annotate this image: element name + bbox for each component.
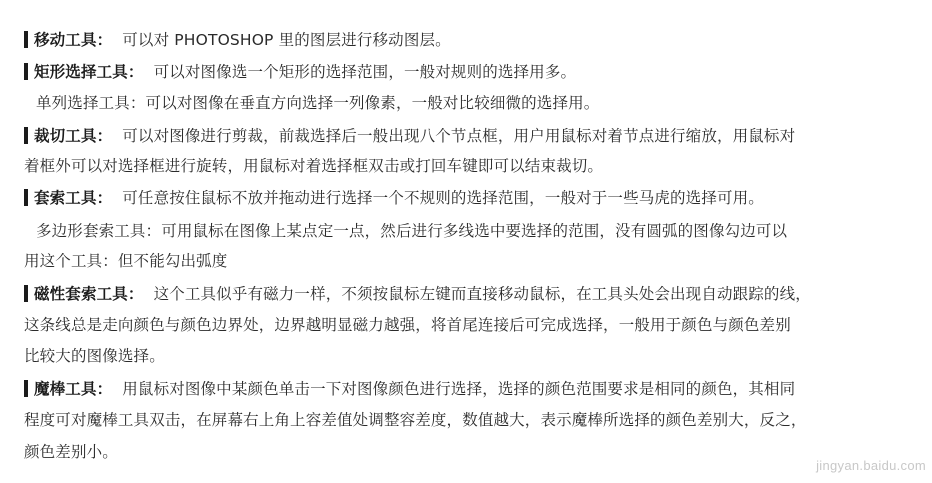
entry-text: 多边形套索工具：可用鼠标在图像上某点定一点，然后进行多线选中要选择的范围，没有圆弧的图像勾边可以 [36, 222, 788, 240]
section-marker [24, 285, 28, 302]
entry-text: 可以对图像选一个矩形的选择范围，一般对规则的选择用多。 [153, 63, 577, 81]
section-marker [24, 63, 28, 80]
entry-text: 可以对 PHOTOSHOP 里的图层进行移动图层。 [122, 31, 451, 49]
term-separator: ： [127, 285, 144, 303]
entry-magnetic-lasso-tool [24, 283, 811, 305]
entry-crop-tool [24, 125, 795, 147]
term-separator: ： [127, 63, 144, 81]
entry-magic-wand-tool-cont2 [24, 441, 118, 463]
entry-text: 这个工具似乎有磁力一样，不须按鼠标左键而直接移动鼠标，在工具头处会出现自动跟踪的线， [153, 285, 811, 303]
term-label: 套索工具 [34, 189, 97, 207]
term-separator: ： [96, 380, 113, 398]
entry-magnetic-lasso-tool-cont2 [24, 345, 165, 367]
entry-text: 可任意按住鼠标不放并拖动进行选择一个不规则的选择范围，一般对于一些马虎的选择可用。 [122, 189, 764, 207]
entry-text: 比较大的图像选择。 [24, 347, 165, 365]
entry-text: 单列选择工具：可以对图像在垂直方向选择一列像素，一般对比较细微的选择用。 [36, 94, 600, 112]
entry-text: 程度可对魔棒工具双击，在屏幕右上角上容差值处调整容差度，数值越大，表示魔棒所选择的颜色差别大，反之， [24, 411, 807, 429]
entry-polygon-lasso-tool [36, 220, 787, 242]
entry-single-column-tool [36, 92, 599, 114]
term-label: 裁切工具 [34, 127, 97, 145]
entry-text: 用这个工具：但不能勾出弧度 [24, 252, 228, 270]
section-marker [24, 127, 28, 144]
entry-text: 着框外可以对选择框进行旋转，用鼠标对着选择框双击或打回车键即可以结束裁切。 [24, 157, 604, 175]
term-label: 磁性套索工具 [34, 285, 128, 303]
entry-marquee-tool [24, 61, 576, 83]
term-label: 魔棒工具 [34, 380, 97, 398]
entry-magnetic-lasso-tool-cont [24, 314, 791, 336]
section-marker [24, 31, 28, 48]
entry-lasso-tool [24, 187, 764, 209]
entry-move-tool [24, 29, 451, 51]
watermark: jingyan.baidu.com [816, 458, 926, 473]
section-marker [24, 189, 28, 206]
entry-magic-wand-tool [24, 378, 795, 400]
entry-crop-tool-cont [24, 155, 603, 177]
entry-text: 可以对图像进行剪裁，前裁选择后一般出现八个节点框，用户用鼠标对着节点进行缩放，用鼠标对 [122, 127, 796, 145]
entry-magic-wand-tool-cont [24, 409, 807, 431]
term-separator: ： [96, 31, 113, 49]
term-label: 矩形选择工具 [34, 63, 128, 81]
section-marker [24, 380, 28, 397]
term-separator: ： [96, 189, 113, 207]
entry-text: 用鼠标对图像中某颜色单击一下对图像颜色进行选择，选择的颜色范围要求是相同的颜色，其相同 [122, 380, 796, 398]
entry-polygon-lasso-tool-cont [24, 250, 227, 272]
entry-text: 这条线总是走向颜色与颜色边界处，边界越明显磁力越强，将首尾连接后可完成选择，一般用于颜色与颜色差别 [24, 316, 791, 334]
entry-text: 颜色差别小。 [24, 443, 118, 461]
term-label: 移动工具 [34, 31, 97, 49]
term-separator: ： [96, 127, 113, 145]
